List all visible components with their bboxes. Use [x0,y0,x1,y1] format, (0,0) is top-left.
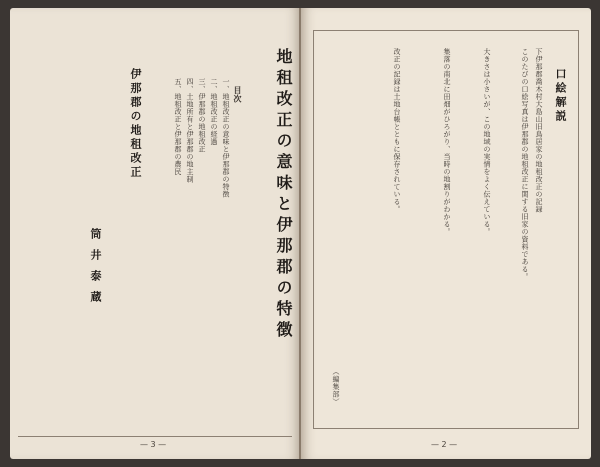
heading: 口絵解説 [554,68,567,124]
toc-item: 五、地租改正と伊那郡の農民 [174,78,182,176]
body-line: 改正の記録は土地台帳とともに保存されている。 [393,48,401,213]
toc-item: 三、伊那郡の地租改正 [198,78,206,153]
page-number: — 3 — [140,440,167,449]
body-line: 集落の南北に田畑がひろがり、当時の地割りがわかる。 [443,48,451,236]
toc-item: 一、地租改正の意味と伊那郡の特徴 [222,78,230,198]
toc-item: 四、土地所有と伊那郡の地主制 [186,78,194,183]
toc-item: 二、地租改正の経過 [210,78,218,146]
author-name: 筒井泰蔵 [89,228,102,312]
body-line: 大きさは小さいが、この地域の実情をよく伝えている。 [483,48,491,236]
signature: （編集部） [332,368,340,406]
body-line: 下伊那郡喬木村大島山旧鳥居家の地租改正の記録 [535,48,543,213]
left-page [10,8,300,459]
toc-header: 目次 [233,86,243,103]
page-number: — 2 — [431,440,458,449]
chapter-title: 伊那郡の地租改正 [129,68,142,180]
right-page [301,8,591,459]
section-title: 地租改正の意味と伊那郡の特徴 [274,48,293,342]
body-line: このたびの口絵写真は伊那郡の地租改正に関する旧家の資料である。 [521,48,529,281]
footer-rule [18,436,292,437]
